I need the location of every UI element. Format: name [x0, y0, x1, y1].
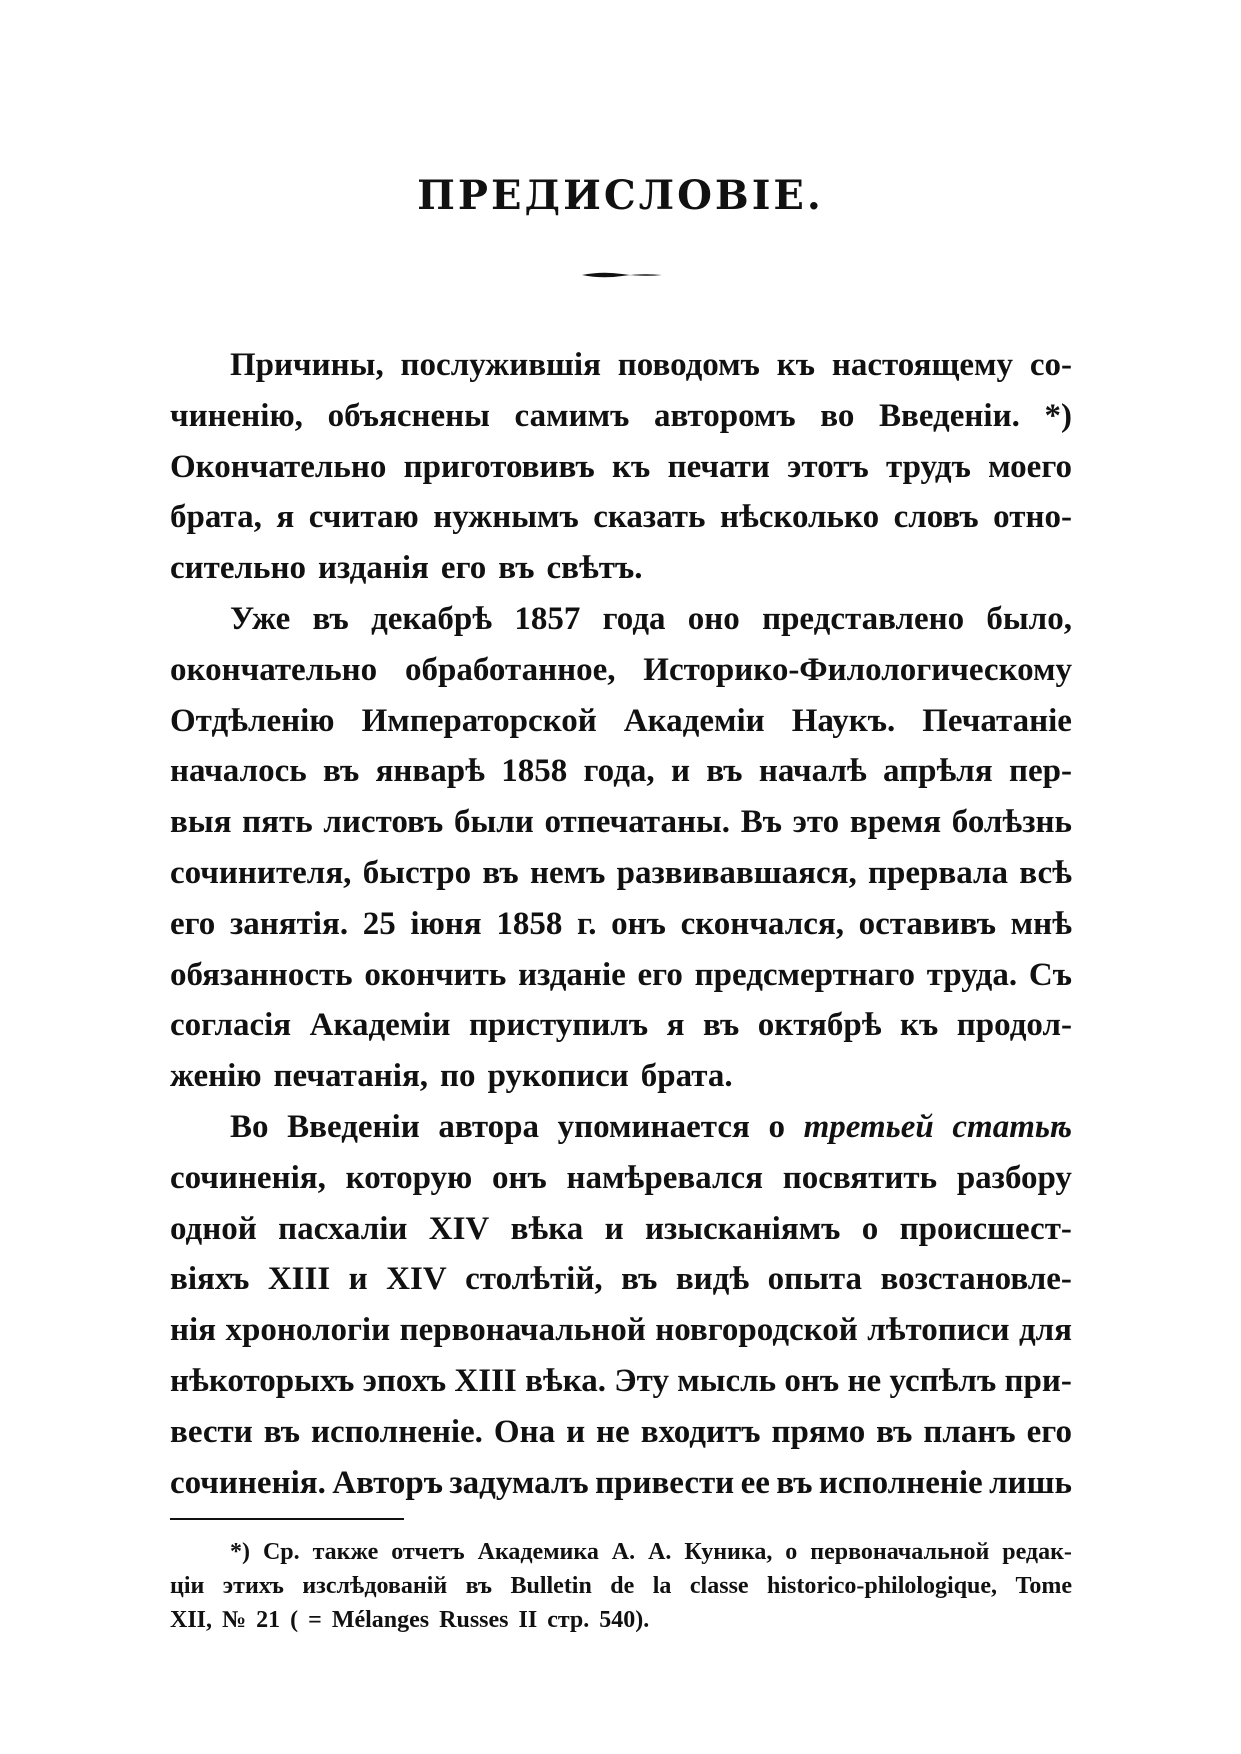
word: нія [170, 1312, 217, 1349]
word: не [596, 1413, 630, 1450]
word: Во [230, 1108, 269, 1145]
footnote-line [170, 1569, 1072, 1603]
word: XIII [454, 1362, 517, 1399]
word: нужнымъ [433, 499, 579, 536]
word: Историко-Филологическому [643, 651, 1072, 688]
word: А. [648, 1539, 672, 1565]
word: classe [689, 1573, 749, 1599]
text-line [170, 696, 1072, 747]
text-line [170, 543, 1072, 594]
word: всѣ [1019, 854, 1072, 891]
word: объяснены [327, 397, 490, 434]
word: возстановле- [880, 1261, 1072, 1298]
word: предсмертнаго [694, 956, 915, 993]
word: сительно [170, 550, 306, 587]
word: о [768, 1108, 785, 1145]
word: Bulletin [510, 1573, 592, 1599]
text-line [170, 492, 1072, 543]
word: Эту [614, 1362, 669, 1399]
word: этихъ [222, 1573, 284, 1599]
word: первоначальной [810, 1539, 990, 1565]
word: январѣ [375, 753, 485, 790]
word: видѣ [675, 1261, 750, 1298]
word: которую [345, 1159, 473, 1196]
word: изданіе [518, 956, 626, 993]
word: отно- [993, 499, 1072, 536]
word: свѣтъ. [546, 550, 643, 587]
word: исполненіе [818, 1464, 983, 1501]
word: изысканіямъ [644, 1210, 841, 1247]
word: А. [611, 1539, 636, 1565]
text-line [170, 899, 1072, 950]
word: немъ [529, 854, 606, 891]
word: его [170, 905, 216, 942]
text-line [170, 1254, 1072, 1305]
word: мнѣ [1010, 905, 1072, 942]
word: Печатаніе [922, 702, 1072, 739]
word: віяхъ [170, 1261, 250, 1298]
page-title: ПРЕДИСЛОВІЕ. [417, 172, 824, 219]
footnote-line [170, 1603, 1072, 1637]
word: пер- [1008, 753, 1072, 790]
word: упоминается [557, 1108, 750, 1145]
word: Введеніи. [879, 397, 1020, 434]
word: historico-philologique, [767, 1573, 998, 1599]
word: о [861, 1210, 879, 1247]
word: іюня [410, 905, 482, 942]
word: нѣкоторыхъ [170, 1362, 355, 1399]
word: Императорской [361, 702, 597, 739]
word: болѣзнь [951, 804, 1072, 841]
word: намѣревался [566, 1159, 763, 1196]
word: самимъ [514, 397, 630, 434]
word: отчетъ [391, 1539, 465, 1565]
word: автора [438, 1108, 540, 1145]
word: чиненію, [170, 397, 303, 434]
word: я [276, 499, 295, 536]
word: привести [595, 1464, 735, 1501]
word: Наукъ. [791, 702, 896, 739]
word: во [820, 397, 855, 434]
word: къ [900, 1007, 939, 1044]
word: пасхаліи [278, 1210, 408, 1247]
word: Она [493, 1413, 556, 1450]
word: задумалъ [449, 1464, 589, 1501]
word: ее [740, 1464, 770, 1501]
word: его [440, 550, 487, 587]
word: не [847, 1362, 882, 1399]
word: труда. [926, 956, 1018, 993]
word: о [785, 1539, 798, 1565]
word: статьѣ [952, 1108, 1072, 1145]
word: эпохъ [362, 1362, 447, 1399]
word: посвятить [782, 1159, 938, 1196]
word: это [792, 804, 840, 841]
word: изслѣдованій [302, 1573, 448, 1599]
text-line [170, 1407, 1072, 1458]
word: Russes [439, 1607, 509, 1633]
word: лѣтописи [867, 1312, 1010, 1349]
word: Академика [477, 1539, 599, 1565]
word: при- [1004, 1362, 1072, 1399]
word: Авторъ [332, 1464, 443, 1501]
word: моего [988, 448, 1072, 485]
word: въ [323, 753, 360, 790]
word: онъ [784, 1362, 840, 1399]
word: трудъ [885, 448, 971, 485]
word: согласія [170, 1007, 292, 1044]
word: 1857 [514, 600, 581, 637]
word: одной [170, 1210, 257, 1247]
text-line [170, 848, 1072, 899]
word: брата. [640, 1058, 733, 1095]
footnote [170, 1535, 1072, 1637]
text-line [170, 746, 1072, 797]
word: рукописи [487, 1058, 629, 1095]
text-line [170, 1051, 1072, 1102]
word: развивавшаяся, [616, 854, 857, 891]
word: декабрѣ [371, 600, 493, 637]
word: 1858 [496, 905, 563, 942]
word: приготовивъ [403, 448, 595, 485]
word: онъ [611, 905, 666, 942]
word: нѣсколько [719, 499, 880, 536]
word: послужившія [400, 347, 601, 383]
word: XIV [386, 1261, 447, 1298]
word: первоначальной [399, 1312, 646, 1349]
text-line [170, 442, 1072, 493]
word: окончить [364, 956, 507, 993]
text-line [170, 950, 1072, 1001]
word: со- [1029, 347, 1072, 383]
word: продол- [956, 1007, 1072, 1044]
word: и [670, 753, 690, 790]
word: 25 [362, 905, 396, 942]
word: скончался, [680, 905, 844, 942]
word: прервала [868, 854, 1008, 891]
word: *) [230, 1539, 250, 1565]
word: ( [290, 1607, 299, 1633]
word: Ср. [262, 1539, 300, 1565]
word: время [849, 804, 942, 841]
word: и [566, 1413, 586, 1450]
word: de [610, 1573, 635, 1599]
word: Отдѣленію [170, 702, 335, 739]
text-line [170, 391, 1072, 442]
word: редак- [1002, 1539, 1072, 1565]
word: также [312, 1539, 379, 1565]
word: для [1018, 1312, 1072, 1349]
word: Въ [740, 804, 782, 841]
word: входитъ [640, 1413, 761, 1450]
text-line [170, 1458, 1072, 1509]
word: и [348, 1261, 368, 1298]
word: въ [263, 1413, 300, 1450]
word: хронологіи [225, 1312, 391, 1349]
word: Куника, [684, 1539, 773, 1565]
word: прямо [771, 1413, 866, 1450]
word: я [666, 1007, 685, 1044]
word: оно [687, 600, 740, 637]
word: Tome [1015, 1573, 1072, 1599]
word: II [518, 1607, 538, 1633]
word: его [1026, 1413, 1072, 1450]
word: приступилъ [469, 1007, 649, 1044]
word: исполненіе. [310, 1413, 483, 1450]
word: сказать [593, 499, 706, 536]
word: мысль [677, 1362, 777, 1399]
footnote-line [170, 1535, 1072, 1569]
body-text [170, 340, 1072, 1508]
word: въ [312, 600, 349, 637]
word: въ [776, 1464, 813, 1501]
word: Академіи [309, 1007, 451, 1044]
word: сочинителя, [170, 854, 352, 891]
word: опыта [767, 1261, 863, 1298]
word: апрѣля [883, 753, 993, 790]
word: столѣтій, [465, 1261, 603, 1298]
word: къ [776, 347, 816, 383]
text-line [170, 645, 1072, 696]
word: настоящему [831, 347, 1014, 383]
word: г. [576, 905, 597, 942]
word: въ [482, 854, 519, 891]
word: авторомъ [653, 397, 796, 434]
word: Mélanges [331, 1607, 430, 1633]
word: стр. [547, 1607, 590, 1633]
word: этотъ [787, 448, 869, 485]
word: года, [583, 753, 655, 790]
word: пять [242, 804, 313, 841]
text-line [170, 1000, 1072, 1051]
word: Академіи [623, 702, 765, 739]
word: въ [498, 550, 535, 587]
title-ornament [582, 270, 662, 280]
text-line [170, 340, 1072, 391]
word: XIV [428, 1210, 490, 1247]
text-line [170, 797, 1072, 848]
footnote-divider [170, 1518, 404, 1520]
word: новгородской [655, 1312, 858, 1349]
word: листовъ [323, 804, 444, 841]
word: 21 [256, 1607, 281, 1633]
word: въ [706, 753, 743, 790]
word: брата, [170, 499, 262, 536]
word: оставивъ [858, 905, 996, 942]
word: и [604, 1210, 624, 1247]
word: = [308, 1607, 322, 1633]
word: въ [702, 1007, 740, 1044]
word: вѣка [510, 1210, 584, 1247]
word: XII, [170, 1607, 213, 1633]
word: года [602, 600, 666, 637]
word: XIII [267, 1261, 331, 1298]
word: Окончательно [170, 448, 387, 485]
word: печатанія, [273, 1058, 429, 1095]
word: поводомъ [617, 347, 760, 383]
text-line [170, 1356, 1072, 1407]
word: лишь [989, 1464, 1072, 1501]
word: началѣ [758, 753, 867, 790]
word: женію [170, 1058, 262, 1095]
word: Съ [1028, 956, 1072, 993]
word: Введеніи [287, 1108, 420, 1145]
word: успѣлъ [889, 1362, 997, 1399]
word: быстро [362, 854, 472, 891]
word: октябрѣ [757, 1007, 882, 1044]
word: сочиненія, [170, 1159, 326, 1196]
word: планъ [923, 1413, 1016, 1450]
word: обработанное, [404, 651, 616, 688]
word: 540). [599, 1607, 650, 1633]
word: словъ [893, 499, 979, 536]
word: № [222, 1607, 247, 1633]
word: la [652, 1573, 672, 1599]
word: выя [170, 804, 232, 841]
text-line [170, 594, 1072, 645]
text-line [170, 1153, 1072, 1204]
text-line [170, 1102, 1072, 1153]
word: происшест- [899, 1210, 1072, 1247]
word: разбору [956, 1159, 1072, 1196]
word: началось [170, 753, 307, 790]
word: изданія [318, 550, 429, 587]
word: обязанность [170, 956, 353, 993]
word: вести [170, 1413, 253, 1450]
word: его [637, 956, 683, 993]
word: къ [612, 448, 651, 485]
word: въ [465, 1573, 492, 1599]
word: Причины, [230, 347, 384, 383]
word: Уже [230, 600, 291, 637]
word: сочиненія. [170, 1464, 326, 1501]
word: печати [667, 448, 770, 485]
word: въ [621, 1261, 658, 1298]
word: отпечатаны. [544, 804, 730, 841]
word: считаю [308, 499, 419, 536]
text-line [170, 1204, 1072, 1255]
word: ціи [170, 1573, 205, 1599]
word: третьей [803, 1108, 934, 1145]
word: по [440, 1058, 476, 1095]
word: вѣка. [525, 1362, 606, 1399]
word: занятія. [229, 905, 349, 942]
word: окончательно [170, 651, 378, 688]
text-line [170, 1305, 1072, 1356]
word: онъ [492, 1159, 547, 1196]
word: представлено [762, 600, 965, 637]
word: *) [1044, 397, 1072, 434]
word: 1858 [501, 753, 568, 790]
word: были [453, 804, 534, 841]
word: въ [876, 1413, 913, 1450]
word: было, [986, 600, 1072, 637]
